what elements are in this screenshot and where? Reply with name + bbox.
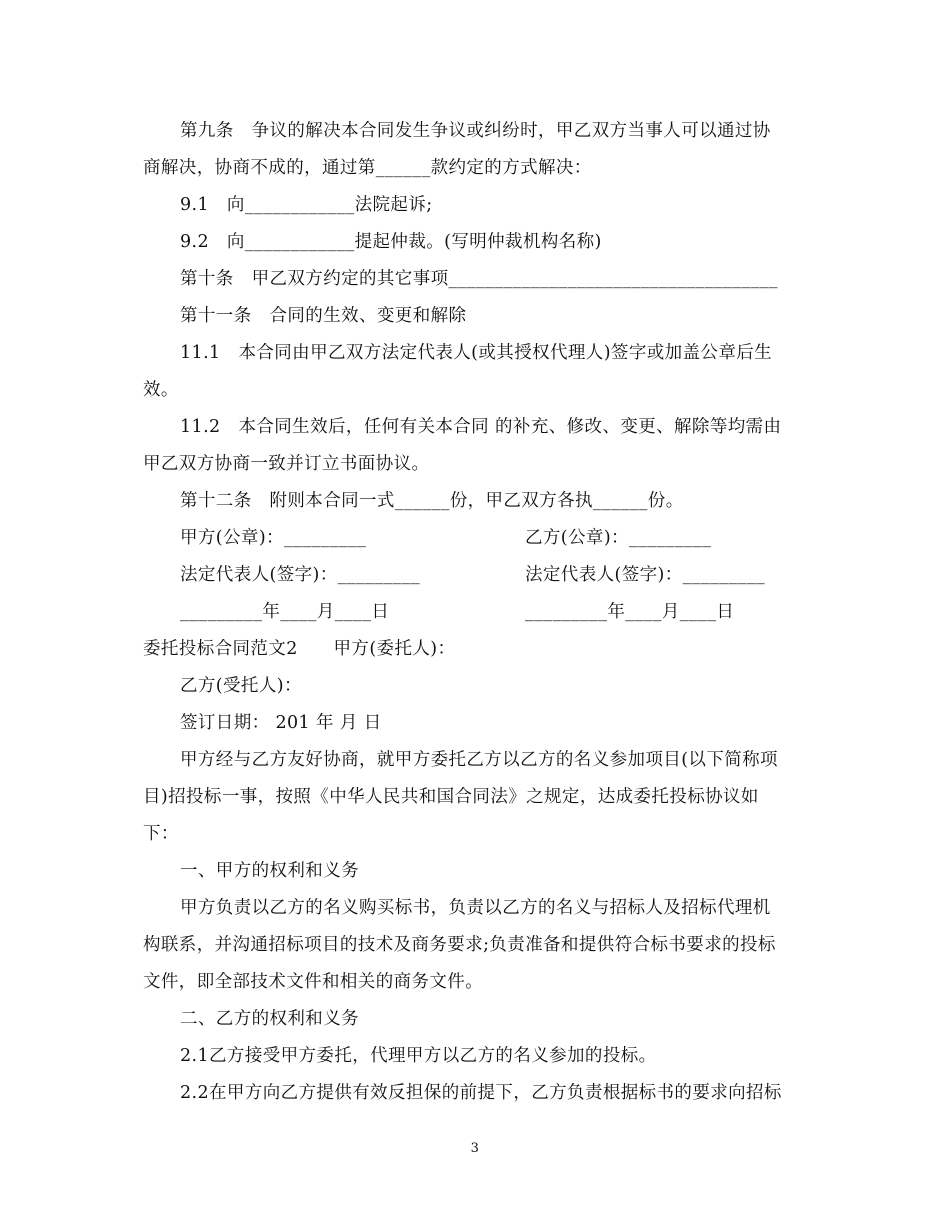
section-1-line-2: 构联系，并沟通招标项目的技术及商务要求;负责准备和提供符合标书要求的投标 — [143, 935, 776, 955]
intro-line-2: 目)招投标一事，按照《中华人民共和国合同法》之规定，达成委托投标协议如 — [143, 787, 759, 807]
party-a-seal: 甲方(公章)：_________ — [180, 528, 367, 548]
section-1-line-3: 文件，即全部技术文件和相关的商务文件。 — [143, 972, 484, 992]
party-b-date: _________年____月____日 — [525, 602, 735, 622]
intro-line-3: 下： — [143, 824, 179, 844]
party-b-representative: 法定代表人(签字)：_________ — [525, 565, 766, 585]
clause-11-1-line-2: 效。 — [143, 380, 179, 400]
section-1-line-1: 甲方负责以乙方的名义购买标书，负责以乙方的名义与招标人及招标代理机 — [180, 898, 771, 918]
party-b-entrusted: 乙方(受托人)： — [180, 676, 302, 696]
section-1-heading: 一、甲方的权利和义务 — [180, 861, 359, 881]
clause-9-line-2: 商解决，协商不成的，通过第______款约定的方式解决： — [143, 158, 592, 178]
clause-2-2: 2.2在甲方向乙方提供有效反担保的前提下，乙方负责根据标书的要求向招标 — [180, 1083, 782, 1103]
party-a-representative: 法定代表人(签字)：_________ — [180, 565, 421, 585]
party-a-date: _________年____月____日 — [180, 602, 390, 622]
clause-11-2-line-2: 甲乙双方协商一致并订立书面协议。 — [143, 454, 430, 474]
clause-11-heading: 第十一条 合同的生效、变更和解除 — [180, 306, 467, 326]
signing-date: 签订日期： 201 年 月 日 — [180, 713, 382, 733]
clause-10: 第十条 甲乙双方约定的其它事项____________________________________ — [180, 269, 778, 289]
clause-11-2-line-1: 11.2 本合同生效后，任何有关本合同 的补充、修改、变更、解除等均需由 — [180, 417, 782, 437]
section-2-heading: 二、乙方的权利和义务 — [180, 1009, 359, 1029]
clause-11-1-line-1: 11.1 本合同由甲乙双方法定代表人(或其授权代理人)签字或加盖公章后生 — [180, 343, 773, 363]
clause-9-line-1: 第九条 争议的解决本合同发生争议或纠纷时，甲乙双方当事人可以通过协 — [180, 121, 771, 141]
clause-9-1: 9.1 向____________法院起诉; — [180, 195, 433, 215]
clause-2-1: 2.1乙方接受甲方委托，代理甲方以乙方的名义参加的投标。 — [180, 1046, 657, 1066]
clause-9-2: 9.2 向____________提起仲裁。(写明仲裁机构名称) — [180, 232, 602, 252]
intro-line-1: 甲方经与乙方友好协商，就甲方委托乙方以乙方的名义参加项目(以下简称项 — [180, 750, 778, 770]
clause-12: 第十二条 附则本合同一式______份，甲乙双方各执______份。 — [180, 491, 684, 511]
party-b-seal: 乙方(公章)：_________ — [525, 528, 712, 548]
sample-2-title: 委托投标合同范文2 甲方(委托人)： — [143, 639, 456, 659]
page-number: 3 — [470, 1141, 480, 1156]
